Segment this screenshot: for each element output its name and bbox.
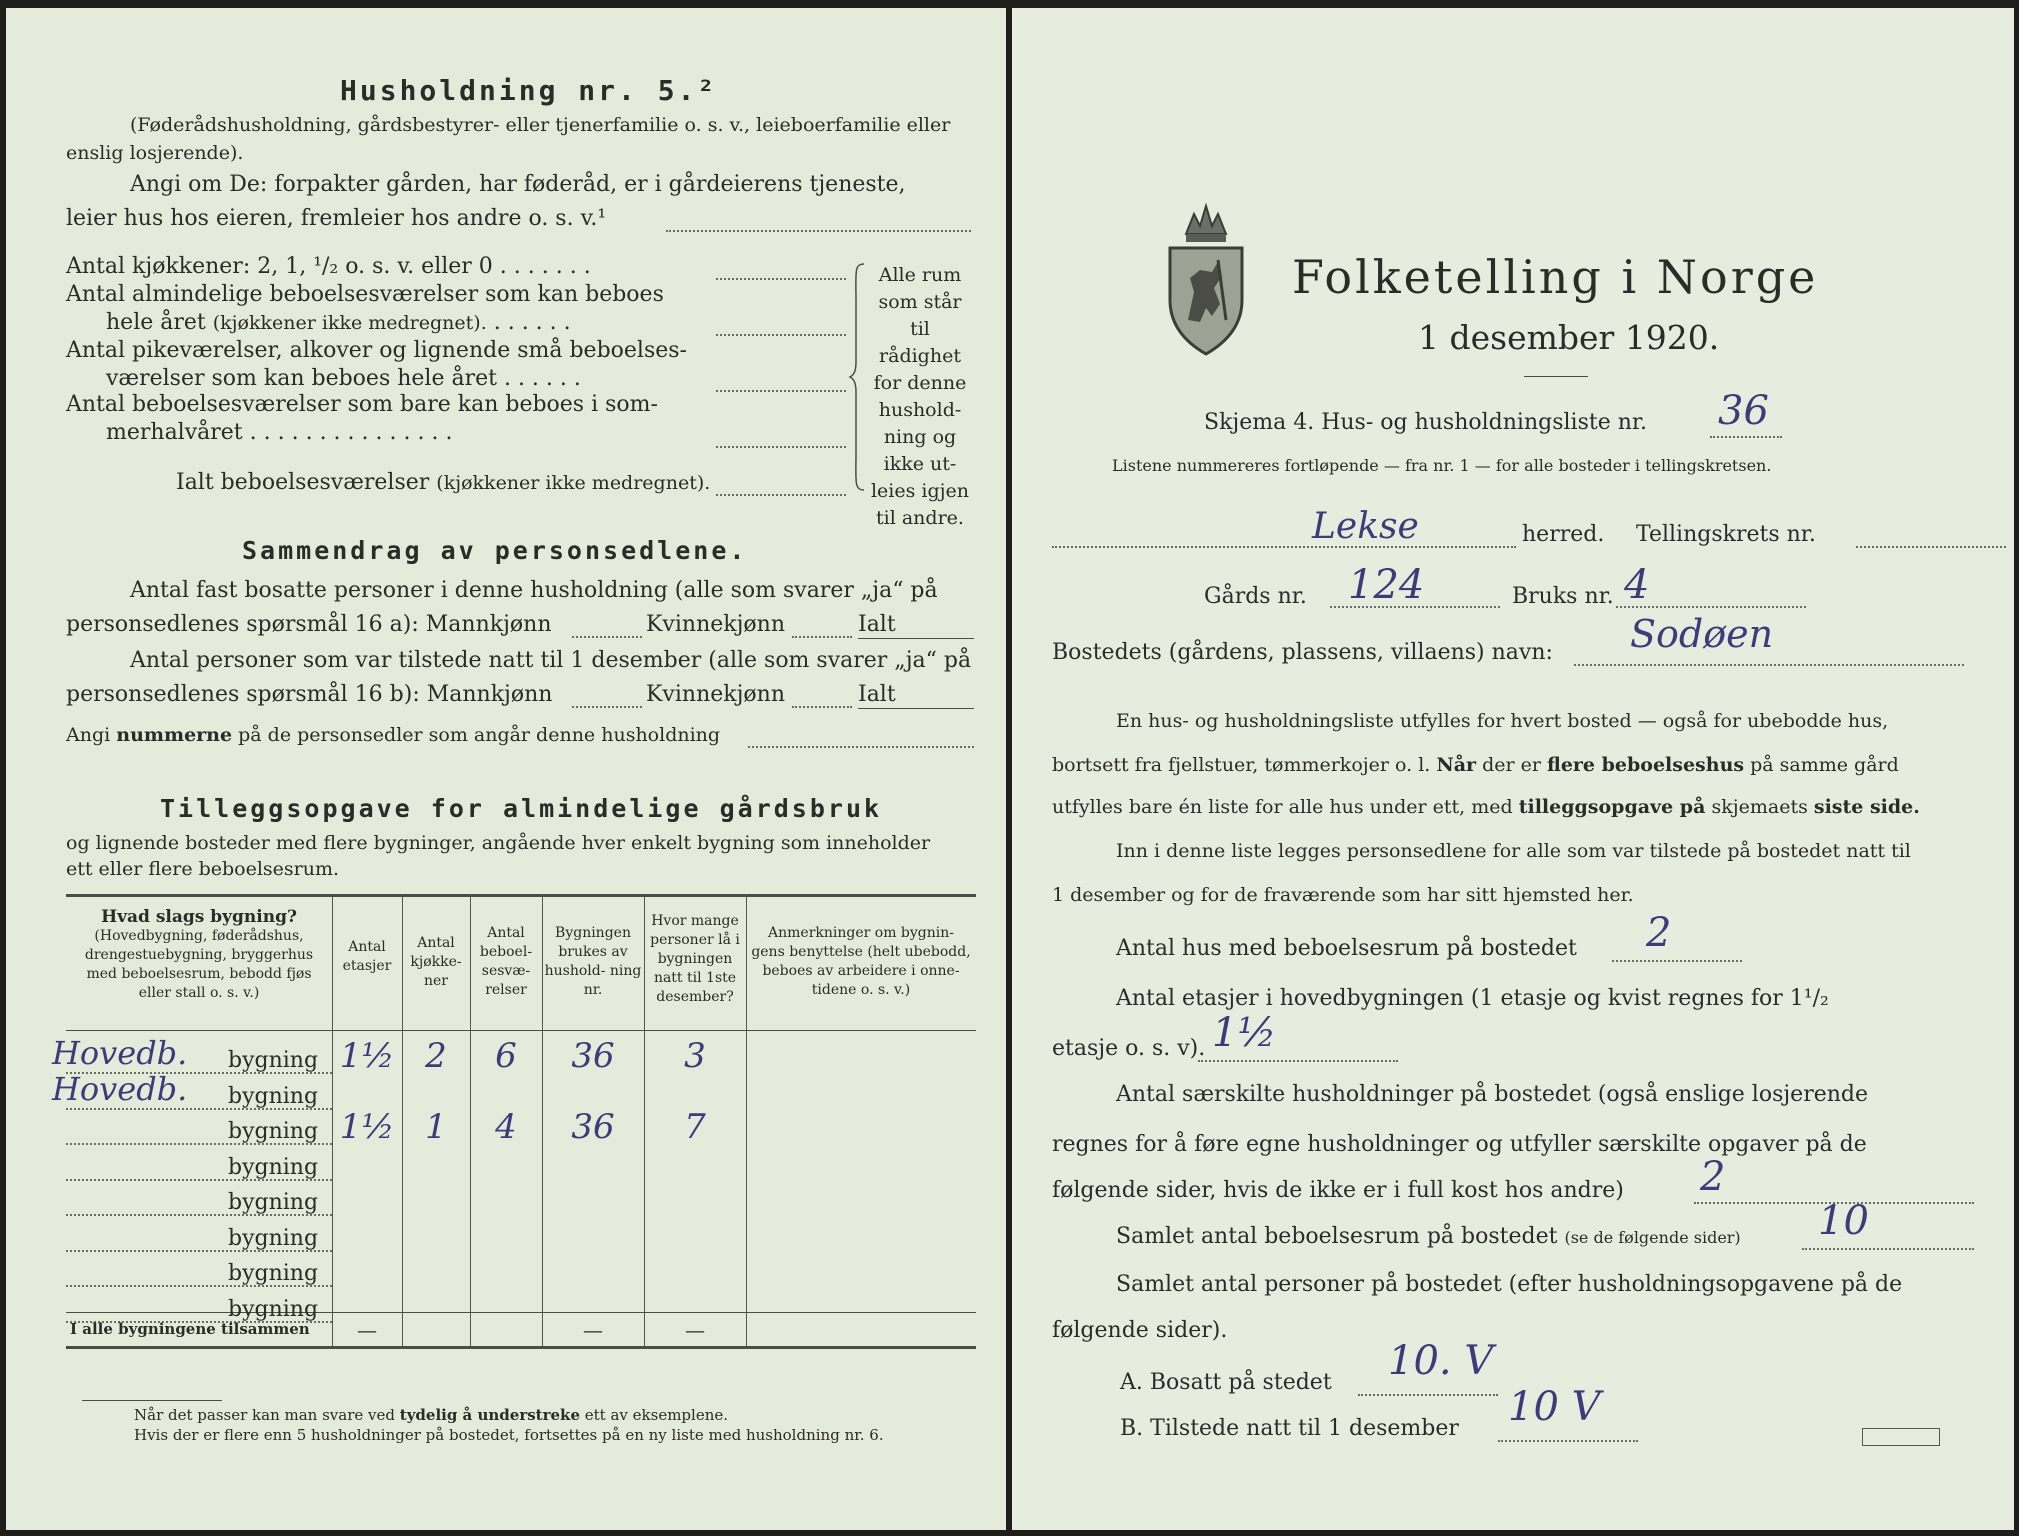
row-label: bygning xyxy=(228,1154,319,1180)
coat-of-arms-icon xyxy=(1164,200,1248,358)
col-header-vaerelser: Antal beboel- sesvæ- relser xyxy=(479,925,533,998)
left-page xyxy=(6,8,1006,1530)
summary-kvinne-2: Kvinnekjønn xyxy=(646,682,785,707)
tillegg-heading: Tilleggsopgave for almindelige gårdsbruk xyxy=(160,794,883,823)
q-hush-hand: 2 xyxy=(1700,1154,1726,1200)
bruks-label: Bruks nr. xyxy=(1512,584,1614,609)
skjema-hand: 36 xyxy=(1718,388,1769,434)
household-title: Husholdning nr. 5.² xyxy=(340,74,718,107)
summary-angi: Angi nummerne på de personsedler som angår denne husholdning xyxy=(66,724,721,746)
rooms-side-note: Alle rum som står til rådighet for denne hushold- ning og ikke ut- leies igjen til andre. xyxy=(870,264,970,529)
row-label: bygning xyxy=(228,1083,319,1109)
summary-ialt-2: Ialt xyxy=(858,682,896,707)
para1-line1: En hus- og husholdningsliste utfylles for hvert bosted — også for ubebodde hus, xyxy=(1116,710,1889,732)
summary-p1b: personsedlenes spørsmål 16 a): Mannkjønn xyxy=(66,612,552,637)
rooms-summer: Antal beboelsesværelser som bare kan beboes i som- xyxy=(66,392,658,417)
cell-personer: 7 xyxy=(684,1107,706,1147)
total-label: I alle bygningene tilsammen xyxy=(70,1320,310,1338)
cell-etasjer: 1½ xyxy=(339,1107,395,1147)
bruks-hand: 4 xyxy=(1624,562,1650,608)
brace-shape xyxy=(848,262,868,492)
col-header-anmerkninger: Anmerkninger om bygnin- gens benyttelse (helt ubebodd, beboes av arbeidere i onne- tidene o. s. v.) xyxy=(751,925,971,998)
rooms-small-b: værelser som kan beboes hele året . . . . . . xyxy=(106,366,581,391)
row-label: bygning xyxy=(228,1048,319,1073)
q-hush-a: Antal særskilte husholdninger på bostedet (også enslige losjerende xyxy=(1116,1082,1869,1107)
q-rum-hand: 10 xyxy=(1818,1198,1869,1244)
gards-hand: 124 xyxy=(1348,562,1425,608)
footnote-2: Hvis der er flere enn 5 husholdninger på bostedet, fortsettes på en ny liste med husholdning nr. 6. xyxy=(134,1426,884,1444)
footnote-1: Når det passer kan man svare ved tydelig å understreke ett av eksemplene. xyxy=(134,1406,729,1424)
gards-label: Gårds nr. xyxy=(1204,584,1307,609)
rooms-kitchens: Antal kjøkkener: 2, 1, ¹/₂ o. s. v. eller 0 . . . . . . . xyxy=(66,254,591,279)
census-title: Folketelling i Norge xyxy=(1292,250,1819,304)
b-tilstede-hand: 10 V xyxy=(1508,1384,1601,1430)
rooms-ordinary-b: hele året (kjøkkener ikke medregnet). . . . . . . xyxy=(106,310,571,335)
cell-husholdning: 36 xyxy=(571,1036,615,1076)
cell-personer: 3 xyxy=(684,1036,706,1076)
para1-line2: bortsett fra fjellstuer, tømmerkojer o. l. Når der er flere beboelseshus på samme gård xyxy=(1052,754,1899,776)
rooms-small: Antal pikeværelser, alkover og lignende små beboelses- xyxy=(66,338,687,363)
a-bosatt: A. Bosatt på stedet xyxy=(1120,1370,1332,1395)
rooms-total: Ialt beboelsesværelser (kjøkkener ikke medregnet). xyxy=(176,470,711,495)
row-label: bygning xyxy=(228,1296,319,1322)
cell-kjokkener: 1 xyxy=(425,1107,447,1147)
angi-line-1: Angi om De: forpakter gården, har føderåd, er i gårdeierens tjeneste, xyxy=(130,172,906,197)
summary-ialt-1: Ialt xyxy=(858,612,896,637)
summary-kvinne-1: Kvinnekjønn xyxy=(646,612,785,637)
total-mark-personer: — xyxy=(685,1318,705,1342)
bosted-hand: Sodøen xyxy=(1630,612,1774,656)
intro-paren: (Føderådshusholdning, gårdsbestyrer- eller tjenerfamilie o. s. v., leieboerfamilie eller xyxy=(130,114,951,136)
summary-heading: Sammendrag av personsedlene. xyxy=(242,536,748,565)
total-mark-etasjer: — xyxy=(357,1318,377,1342)
col-header-etasjer: Antal etasjer xyxy=(342,939,392,974)
census-date: 1 desember 1920. xyxy=(1418,318,1720,357)
cell-kjokkener: 2 xyxy=(425,1036,447,1076)
col-header-type: Hvad slags bygning? (Hovedbygning, føderådshus, drengestuebygning, bryggerhus med beboelsesrum, bebodd fjøs eller stall o. s. v.) xyxy=(84,907,314,1001)
bosted-label: Bostedets (gårdens, plassens, villaens) navn: xyxy=(1052,640,1553,665)
tellingskrets-label: Tellingskrets nr. xyxy=(1636,522,1816,547)
q-hush-b: regnes for å føre egne husholdninger og utfyller særskilte opgaver på de xyxy=(1052,1132,1867,1157)
cell-vaerelser: 6 xyxy=(495,1036,517,1076)
total-mark-husholdning: — xyxy=(583,1318,603,1342)
q-hus-hand: 2 xyxy=(1646,910,1672,956)
col-header-personer: Hvor mange personer lå i bygningen natt til 1ste desember? xyxy=(650,913,740,1005)
para2-line1: Inn i denne liste legges personsedlene for alle som var tilstede på bostedet natt til xyxy=(1116,840,1911,862)
cell-husholdning: 36 xyxy=(571,1107,615,1147)
row-label: bygning xyxy=(228,1119,319,1144)
q-hush-c: følgende sider, hvis de ikke er i full kost hos andre) xyxy=(1052,1178,1624,1203)
tillegg-p2: ett eller flere beboelsesrum. xyxy=(66,858,340,880)
row-hand-type: Hovedb. xyxy=(52,1034,188,1072)
skjema-line: Skjema 4. Hus- og husholdningsliste nr. xyxy=(1204,410,1647,435)
rooms-summer-b: merhalvåret . . . . . . . . . . . . . . . xyxy=(106,420,453,445)
summary-p2b: personsedlenes spørsmål 16 b): Mannkjønn xyxy=(66,682,553,707)
row-label: bygning xyxy=(228,1261,319,1286)
building-table xyxy=(52,894,976,1374)
a-bosatt-hand: 10. V xyxy=(1388,1338,1494,1384)
listene-note: Listene nummereres fortløpende — fra nr. 1 — for alle bosteder i tellingskretsen. xyxy=(1112,456,1772,475)
right-page xyxy=(1012,8,2014,1530)
summary-p1a: Antal fast bosatte personer i denne husholdning (alle som svarer „ja“ på xyxy=(130,578,938,603)
q-etasjer-hand: 1½ xyxy=(1212,1010,1277,1056)
col-header-kjokkener: Antal kjøkke- ner xyxy=(410,935,462,989)
rooms-ordinary: Antal almindelige beboelsesværelser som kan beboes xyxy=(66,282,664,307)
q-pers-a: Samlet antal personer på bostedet (efter husholdningsopgavene på de xyxy=(1116,1272,1903,1297)
angi-line-2: leier hus hos eieren, fremleier hos andre o. s. v.¹ xyxy=(66,206,607,231)
q-hus: Antal hus med beboelsesrum på bostedet xyxy=(1116,936,1577,961)
q-etasjer-a: Antal etasjer i hovedbygningen (1 etasje og kvist regnes for 1¹/₂ xyxy=(1116,986,1829,1011)
row-hand-type: Hovedb. xyxy=(52,1069,188,1108)
intro-paren-2: enslig losjerende). xyxy=(66,142,244,164)
tillegg-p1: og lignende bosteder med flere bygninger, angående hver enkelt bygning som inneholder xyxy=(66,832,931,854)
herred-hand: Lekse xyxy=(1312,506,1419,547)
col-header-husholdning: Bygningen brukes av hushold- ning nr. xyxy=(544,925,642,998)
q-etasjer-b: etasje o. s. v). xyxy=(1052,1036,1206,1061)
row-label: bygning xyxy=(228,1190,319,1215)
row-label: bygning xyxy=(228,1225,319,1251)
cell-vaerelser: 4 xyxy=(495,1107,517,1147)
q-rum: Samlet antal beboelsesrum på bostedet (se de følgende sider) xyxy=(1116,1224,1741,1249)
para2-line2: 1 desember og for de fraværende som har sitt hjemsted her. xyxy=(1052,884,1634,906)
herred-label: herred. xyxy=(1522,522,1605,547)
q-pers-b: følgende sider). xyxy=(1052,1318,1228,1343)
cell-etasjer: 1½ xyxy=(339,1036,395,1076)
summary-p2a: Antal personer som var tilstede natt til 1 desember (alle som svarer „ja“ på xyxy=(130,648,972,673)
b-tilstede: B. Tilstede natt til 1 desember xyxy=(1120,1416,1459,1441)
printer-stamp xyxy=(1862,1428,1940,1446)
para1-line3: utfylles bare én liste for alle hus under ett, med tilleggsopgave på skjemaets siste side. xyxy=(1052,796,1920,818)
